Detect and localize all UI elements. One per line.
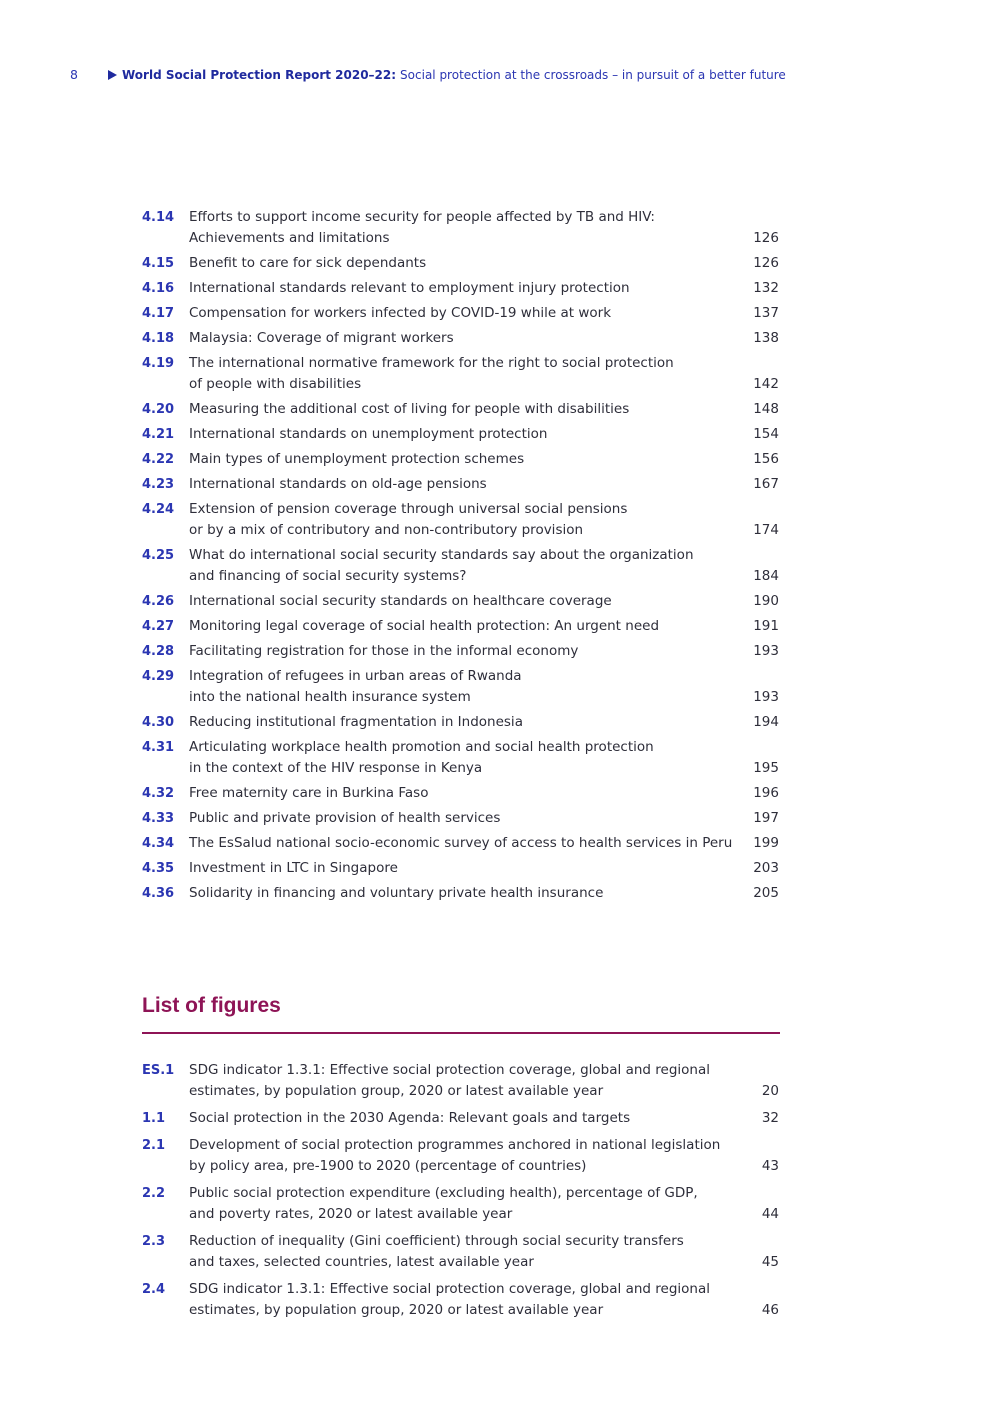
section-divider	[142, 1032, 780, 1034]
toc-entry	[142, 1135, 782, 1177]
entry-title: International standards relevant to employment injury protection	[189, 280, 630, 296]
entry-number: 2.3	[142, 1234, 166, 1249]
running-head	[108, 66, 786, 84]
entry-title: What do international social security standards say about the organization and financing of social security systems?	[189, 547, 694, 584]
entry-page-number: 20	[761, 1083, 779, 1099]
toc-entry	[142, 207, 782, 249]
toc-entry	[142, 545, 782, 587]
entry-page-number: 203	[753, 860, 779, 876]
entry-title: Free maternity care in Burkina Faso	[189, 785, 429, 801]
entry-title: Social protection in the 2030 Agenda: Relevant goals and targets	[189, 1110, 631, 1126]
toc-entry	[142, 1108, 782, 1129]
entry-number: 4.27	[142, 619, 175, 634]
entry-number: 4.28	[142, 644, 175, 659]
entry-number: 4.25	[142, 548, 175, 563]
section-title-list-of-figures: List of figures	[142, 994, 281, 1017]
entry-number: 1.1	[142, 1111, 166, 1126]
entry-number: 4.33	[142, 811, 175, 826]
toc-entry	[142, 833, 782, 854]
toc-entry	[142, 1183, 782, 1225]
entry-page-number: 193	[753, 643, 779, 659]
toc-entry	[142, 1231, 782, 1273]
entry-title: Monitoring legal coverage of social health protection: An urgent need	[189, 618, 660, 634]
toc-entry	[142, 353, 782, 395]
entry-title: Public and private provision of health services	[189, 810, 501, 826]
entry-title: International standards on old-age pensions	[189, 476, 487, 492]
entry-page-number: 132	[753, 280, 779, 296]
entry-title: International standards on unemployment protection	[189, 426, 548, 442]
entry-number: 4.31	[142, 740, 175, 755]
entry-page-number: 32	[761, 1110, 779, 1126]
entry-number: 4.26	[142, 594, 175, 609]
toc-entry	[142, 499, 782, 541]
toc-entry	[142, 808, 782, 829]
entry-title: Investment in LTC in Singapore	[189, 860, 398, 876]
entry-page-number: 148	[753, 401, 779, 417]
entry-page-number: 137	[753, 305, 779, 321]
entry-page-number: 205	[753, 885, 779, 901]
entry-page-number: 126	[753, 230, 779, 246]
toc-entry	[142, 641, 782, 662]
entry-number: 4.34	[142, 836, 175, 851]
entry-number: 2.4	[142, 1282, 166, 1297]
entry-title: Development of social protection programmes anchored in national legislation by policy area, pre-1900 to 2020 (percentage of countries)	[189, 1137, 721, 1174]
entry-page-number: 167	[753, 476, 779, 492]
report-subtitle: Social protection at the crossroads – in pursuit of a better future	[400, 68, 786, 82]
entry-title: Facilitating registration for those in the informal economy	[189, 643, 579, 659]
entry-title: Integration of refugees in urban areas of Rwanda into the national health insurance system	[189, 668, 522, 705]
report-title: World Social Protection Report 2020–22:	[122, 68, 397, 82]
entry-number: 4.20	[142, 402, 175, 417]
entry-title: Reduction of inequality (Gini coefficient) through social security transfers and taxes, selected countries, latest available year	[189, 1233, 684, 1270]
entry-title: SDG indicator 1.3.1: Effective social protection coverage, global and regional estimates, by population group, 2020 or latest available year	[189, 1062, 710, 1099]
page-number: 8	[70, 67, 78, 82]
toc-entry	[142, 616, 782, 637]
toc-entry	[142, 737, 782, 779]
entry-title: Efforts to support income security for people affected by TB and HIV: Achievements and limitations	[189, 209, 655, 246]
entry-page-number: 154	[753, 426, 779, 442]
entry-title: Reducing institutional fragmentation in Indonesia	[189, 714, 523, 730]
entry-title: Measuring the additional cost of living for people with disabilities	[189, 401, 630, 417]
entry-page-number: 195	[753, 760, 779, 776]
entry-title: International social security standards on healthcare coverage	[189, 593, 612, 609]
entry-title: SDG indicator 1.3.1: Effective social protection coverage, global and regional estimates, by population group, 2020 or latest available year	[189, 1281, 710, 1318]
entry-title: Compensation for workers infected by COVID-19 while at work	[189, 305, 612, 321]
entry-page-number: 156	[753, 451, 779, 467]
entry-page-number: 184	[753, 568, 779, 584]
entry-number: 4.32	[142, 786, 175, 801]
entry-page-number: 43	[761, 1158, 779, 1174]
entry-page-number: 142	[753, 376, 779, 392]
triangle-arrow-icon	[108, 70, 117, 80]
entry-number: 4.17	[142, 306, 175, 321]
entry-number: 4.36	[142, 886, 175, 901]
entry-title: Malaysia: Coverage of migrant workers	[189, 330, 454, 346]
toc-entry	[142, 303, 782, 324]
entry-number: 4.35	[142, 861, 175, 876]
entry-page-number: 174	[753, 522, 779, 538]
entry-number: 4.23	[142, 477, 175, 492]
entry-page-number: 194	[753, 714, 779, 730]
toc-entry	[142, 883, 782, 904]
toc-entry	[142, 783, 782, 804]
entry-number: 2.2	[142, 1186, 166, 1201]
toc-entry	[142, 591, 782, 612]
entry-number: 4.29	[142, 669, 175, 684]
toc-entry	[142, 253, 782, 274]
entry-page-number: 44	[761, 1206, 779, 1222]
toc-entry	[142, 858, 782, 879]
entry-number: 4.14	[142, 210, 175, 225]
entry-page-number: 199	[753, 835, 779, 851]
entry-title: Extension of pension coverage through universal social pensions or by a mix of contributory and non-contributory provision	[189, 501, 628, 538]
toc-entry	[142, 449, 782, 470]
entry-title: Articulating workplace health promotion and social health protection in the context of the HIV response in Kenya	[189, 739, 654, 776]
entry-page-number: 193	[753, 689, 779, 705]
entry-page-number: 190	[753, 593, 779, 609]
entry-number: 2.1	[142, 1138, 166, 1153]
entry-page-number: 138	[753, 330, 779, 346]
toc-entry	[142, 1279, 782, 1321]
entry-title: Benefit to care for sick dependants	[189, 255, 427, 271]
toc-entry	[142, 474, 782, 495]
toc-entry	[142, 712, 782, 733]
entry-number: 4.16	[142, 281, 175, 296]
entry-page-number: 197	[753, 810, 779, 826]
entry-page-number: 45	[761, 1254, 779, 1270]
toc-entry	[142, 328, 782, 349]
entry-title: Main types of unemployment protection schemes	[189, 451, 525, 467]
toc-entry	[142, 278, 782, 299]
entry-number: 4.24	[142, 502, 175, 517]
entry-number: ES.1	[142, 1063, 175, 1078]
entry-title: The international normative framework for the right to social protection of people with disabilities	[189, 355, 674, 392]
entry-number: 4.30	[142, 715, 175, 730]
entry-number: 4.21	[142, 427, 175, 442]
entry-number: 4.22	[142, 452, 175, 467]
entry-page-number: 126	[753, 255, 779, 271]
entry-title: The EsSalud national socio-economic survey of access to health services in Peru	[189, 835, 733, 851]
entry-page-number: 46	[761, 1302, 779, 1318]
entry-title: Solidarity in financing and voluntary private health insurance	[189, 885, 604, 901]
entry-number: 4.19	[142, 356, 175, 371]
entry-page-number: 196	[753, 785, 779, 801]
entry-number: 4.15	[142, 256, 175, 271]
toc-entry	[142, 424, 782, 445]
toc-entry	[142, 1060, 782, 1102]
entry-title: Public social protection expenditure (excluding health), percentage of GDP, and poverty rates, 2020 or latest available year	[189, 1185, 698, 1222]
entry-page-number: 191	[753, 618, 779, 634]
entry-number: 4.18	[142, 331, 175, 346]
toc-entry	[142, 399, 782, 420]
toc-entry	[142, 666, 782, 708]
